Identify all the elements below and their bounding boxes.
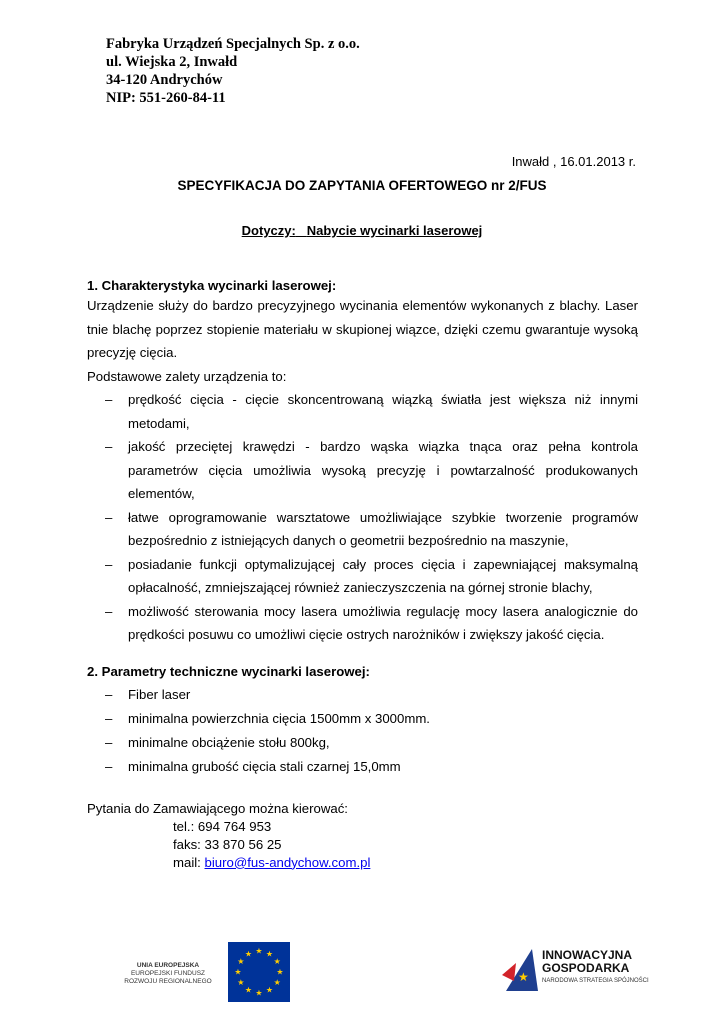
ig-subtitle: NARODOWA STRATEGIA SPÓJNOŚCI bbox=[542, 978, 649, 984]
company-city: 34-120 Andrychów bbox=[106, 72, 223, 88]
subject-label: Dotyczy: bbox=[241, 223, 296, 238]
list-item: – jakość przeciętej krawędzi - bardzo wąska wiązka tnąca oraz pełna kontrola parametrów cięcia umożliwia wysoką precyzję i powtarzalność produkowanych elementów, bbox=[87, 435, 638, 506]
document-title: SPECYFIKACJA DO ZAPYTANIA OFERTOWEGO nr 2/FUS bbox=[177, 178, 547, 193]
contact-phone: tel.: 694 764 953 bbox=[173, 818, 272, 834]
innovation-star-icon bbox=[502, 947, 538, 991]
dash-bullet: – bbox=[105, 556, 113, 572]
innovative-economy-logo bbox=[502, 945, 652, 995]
document-body bbox=[87, 278, 638, 872]
svg-text:★: ★ bbox=[244, 985, 253, 995]
svg-text:★: ★ bbox=[265, 949, 274, 959]
section2-heading: 2. Parametry techniczne wycinarki laserowej: bbox=[87, 663, 370, 679]
list-item: – minimalna grubość cięcia stali czarnej 15,0mm bbox=[87, 755, 638, 779]
svg-text:★: ★ bbox=[234, 967, 242, 977]
section1-intro: Podstawowe zalety urządzenia to: bbox=[87, 368, 287, 384]
list-item: – prędkość cięcia - cięcie skoncentrowaną wiązką światła jest większa niż innymi metodami, bbox=[87, 388, 638, 435]
svg-text:★: ★ bbox=[518, 970, 529, 984]
eu-fund-text: UNIA EUROPEJSKA EUROPEJSKI FUNDUSZ ROZWOJU REGIONALNEGO bbox=[124, 962, 212, 985]
subject-line bbox=[0, 223, 724, 238]
svg-text:★: ★ bbox=[237, 978, 245, 987]
company-name: Fabryka Urządzeń Specjalnych Sp. z o.o. bbox=[106, 36, 360, 52]
section1-paragraph: Urządzenie służy do bardzo precyzyjnego wycinania elementów wykonanych z blachy. Laser tnie blachę poprzez stopienie materiału w skupionej wiązce, dzięki czemu gwarantuje wysoką precyzję cięcia. bbox=[87, 298, 638, 360]
svg-text:★: ★ bbox=[273, 978, 281, 987]
ig-name: INNOWACYJNA GOSPODARKA bbox=[542, 948, 633, 975]
parameters-list bbox=[87, 683, 638, 780]
svg-text:★: ★ bbox=[237, 957, 245, 966]
mail-label: mail: bbox=[173, 854, 205, 870]
company-header bbox=[106, 35, 360, 107]
section1-heading: 1. Charakterystyka wycinarki laserowej: bbox=[87, 278, 337, 293]
dash-bullet: – bbox=[105, 686, 113, 702]
svg-text:★: ★ bbox=[255, 988, 263, 998]
dash-bullet: – bbox=[105, 439, 113, 454]
contact-mail-row bbox=[87, 854, 638, 872]
company-street: ul. Wiejska 2, Inwałd bbox=[106, 54, 238, 70]
dash-bullet: – bbox=[105, 710, 113, 726]
dash-bullet: – bbox=[105, 759, 113, 775]
list-item: – minimalne obciążenie stołu 800kg, bbox=[87, 731, 638, 755]
eu-logo bbox=[118, 942, 290, 1002]
svg-text:★: ★ bbox=[255, 946, 263, 956]
svg-text:★: ★ bbox=[273, 957, 281, 966]
eu-flag-icon bbox=[228, 942, 290, 1002]
contact-fax: faks: 33 870 56 25 bbox=[173, 836, 282, 852]
list-item: – minimalna powierzchnia cięcia 1500mm x 3000mm. bbox=[87, 707, 638, 731]
company-nip: NIP: 551-260-84-11 bbox=[106, 90, 226, 106]
advantages-list bbox=[87, 388, 638, 647]
email-link[interactable]: biuro@fus-andychow.com.pl bbox=[204, 854, 371, 870]
list-item: – posiadanie funkcji optymalizującej cały proces cięcia i zapewniającej maksymalną opłacalność, zmniejszającej również zanieczyszczenia na górnej stronie blachy, bbox=[87, 553, 638, 600]
dash-bullet: – bbox=[105, 603, 113, 619]
dash-bullet: – bbox=[105, 509, 113, 525]
dash-bullet: – bbox=[105, 392, 113, 407]
svg-text:★: ★ bbox=[265, 985, 274, 995]
place-date: Inwałd , 16.01.2013 r. bbox=[511, 154, 636, 169]
list-item: – łatwe oprogramowanie warsztatowe umożliwiające szybkie tworzenie programów bezpośrednio z istniejących danych o geometrii bezpośrednio na maszynie, bbox=[87, 506, 638, 553]
list-item: – możliwość sterowania mocy lasera umożliwia regulację mocy lasera analogicznie do prędkości posuwu co umożliwi cięcie ostrych narożników i zwiększy jakość cięcia. bbox=[87, 600, 638, 647]
list-item: – Fiber laser bbox=[87, 683, 638, 707]
svg-text:★: ★ bbox=[244, 949, 253, 959]
subject-value: Nabycie wycinarki laserowej bbox=[306, 223, 483, 238]
contact-intro: Pytania do Zamawiającego można kierować: bbox=[87, 800, 348, 816]
dash-bullet: – bbox=[105, 735, 113, 751]
svg-text:★: ★ bbox=[276, 967, 284, 977]
